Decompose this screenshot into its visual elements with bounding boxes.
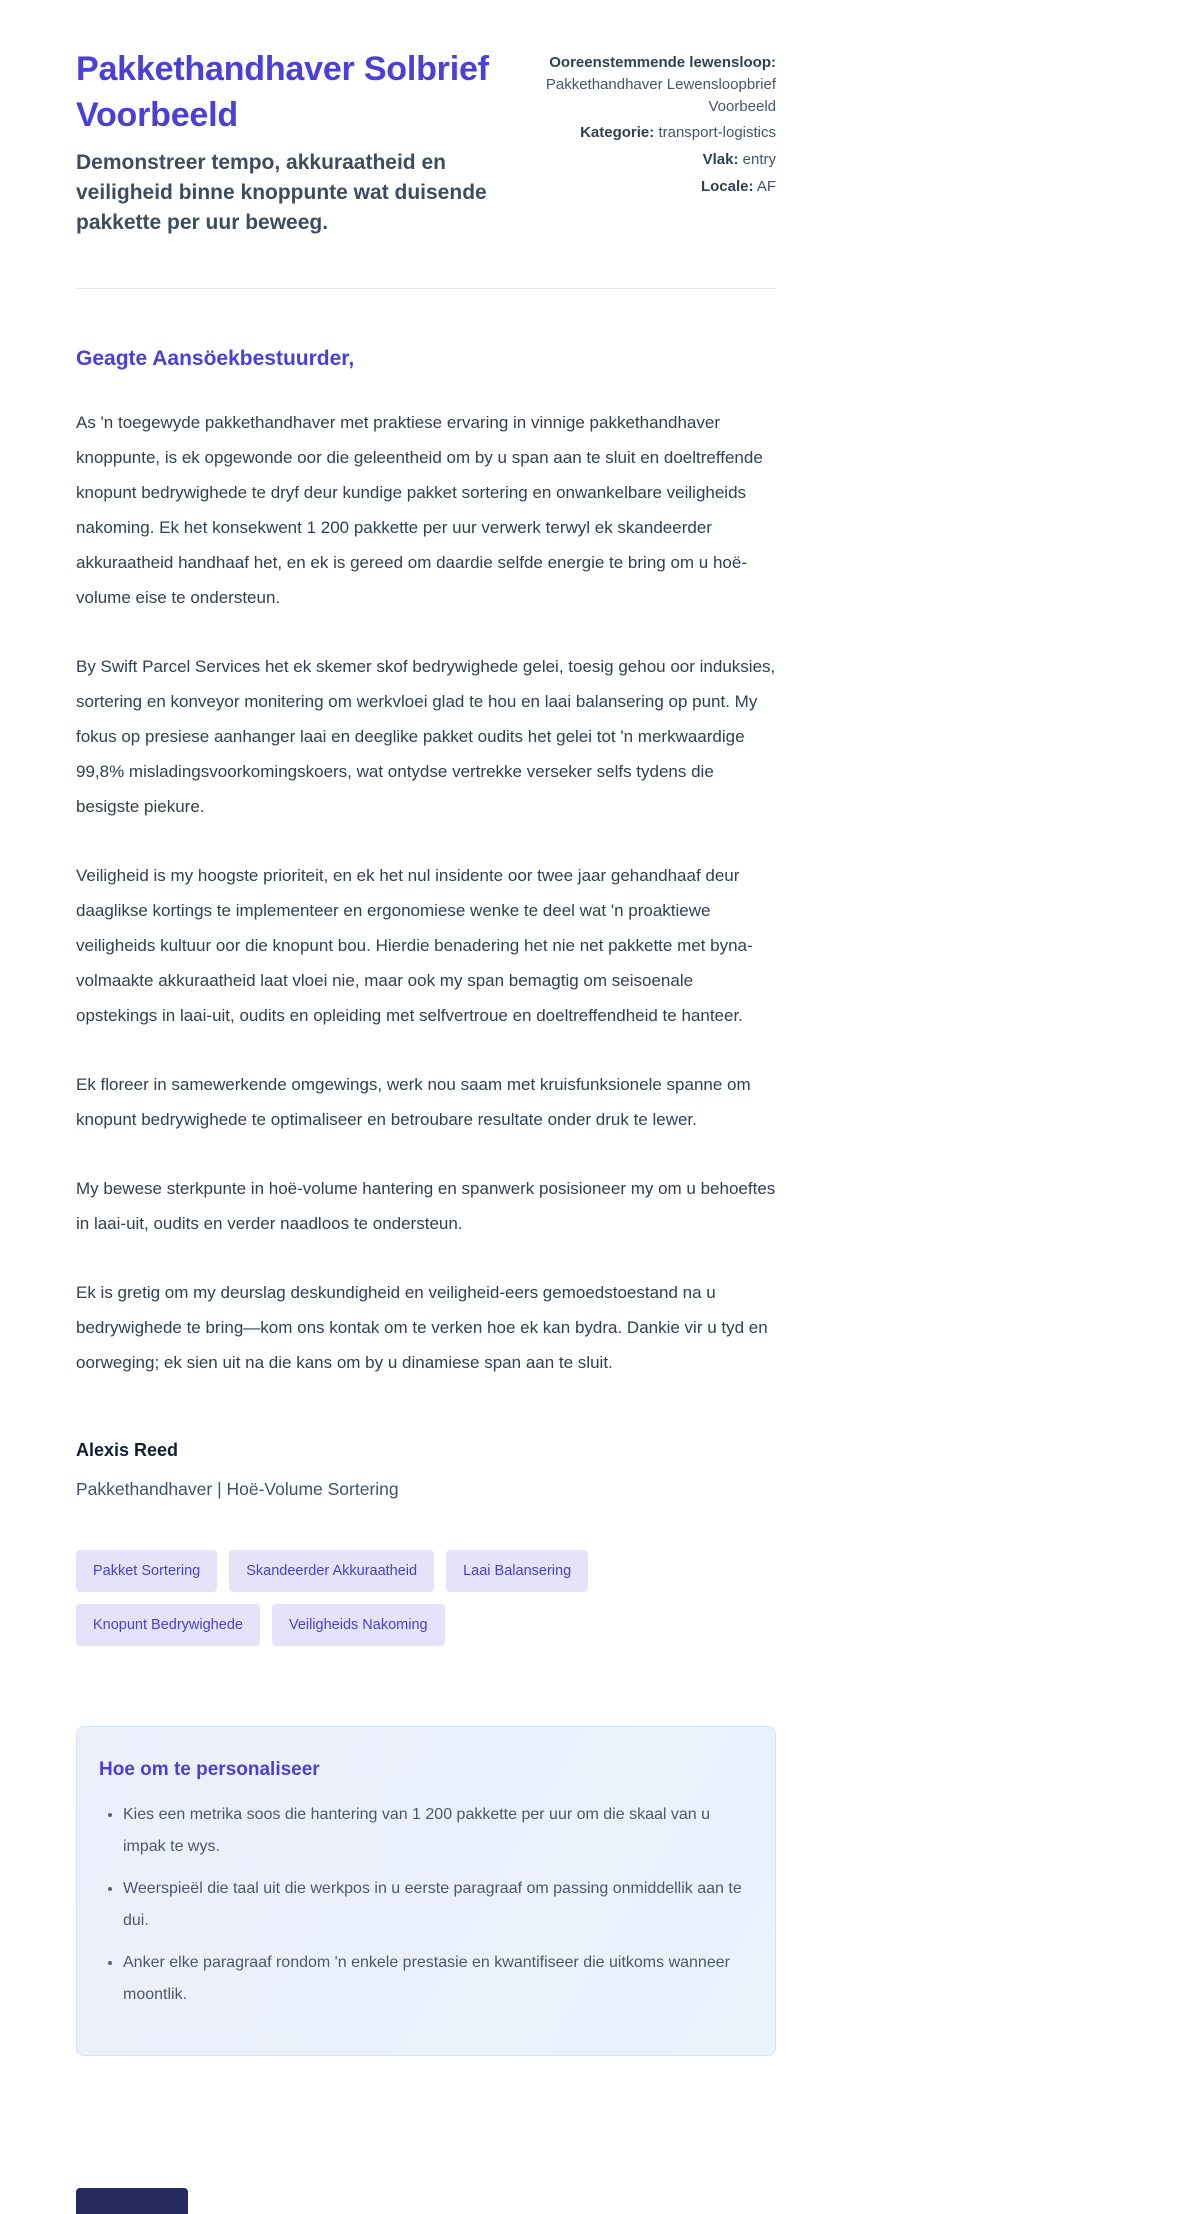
- tips-list: [99, 1799, 751, 2011]
- skill-tags: [76, 1550, 776, 1646]
- skill-tag: Pakket Sortering: [76, 1550, 217, 1592]
- meta-label: Vlak:: [702, 151, 739, 168]
- header-divider: [76, 288, 776, 289]
- letter-paragraph: Ek floreer in samewerkende omgewings, werk nou saam met kruisfunksionele spanne om knopunt bedrywighede te optimaliseer en betroubare resultate onder druk te lewer.: [76, 1075, 751, 1130]
- letter-page: [76, 0, 776, 2056]
- meta-item: [544, 52, 776, 117]
- meta-label: Ooreenstemmende lewensloop:: [549, 54, 776, 71]
- skill-tag: Knopunt Bedrywighede: [76, 1604, 260, 1646]
- letter-paragraph: Ek is gretig om my deurslag deskundigheid en veiligheid-eers gemoedstoestand na u bedrywighede te bring—kom ons kontak om te verken hoe ek kan bydra. Dankie vir u tyd en oorweging; ek sien uit na die kans om by u dinamiese span aan te sluit.: [76, 1283, 768, 1373]
- meta-value: AF: [756, 177, 776, 195]
- meta-label: Kategorie:: [580, 124, 655, 142]
- tip-item: • Anker elke paragraaf rondom 'n enkele prestasie en kwantifiseer die uitkoms wanneer moontlik.: [123, 1947, 751, 2011]
- letter-paragraph: By Swift Parcel Services het ek skemer skof bedrywighede gelei, toesig gehou oor induksies, sortering en konveyor monitering om werkvloei glad te hou en laai balansering op punt. My fokus op presiese aanhanger laai en deeglike pakket oudits het gelei tot 'n merkwaardige 99,8% misladingsvoorkomingskoers, wat ontydse vertrekke verseker selfs tydens die besigste piekure.: [76, 657, 776, 817]
- meta-panel: [544, 52, 776, 203]
- meta-item: [544, 176, 776, 198]
- skill-tag: Skandeerder Akkuraatheid: [229, 1550, 434, 1592]
- letter-paragraph: My bewese sterkpunte in hoë-volume hantering en spanwerk posisioneer my om u behoeftes in laai-uit, oudits en verder naadloos te ondersteun.: [76, 1179, 776, 1234]
- meta-item: [544, 149, 776, 171]
- tips-heading: Hoe om te personaliseer: [99, 1759, 320, 1781]
- letter-body: [76, 347, 776, 2056]
- tip-item: • Kies een metrika soos die hantering van 1 200 pakkette per uur om die skaal van u impak te wys.: [123, 1799, 751, 1863]
- letter-header: [76, 46, 776, 238]
- signature-name: Alexis Reed: [76, 1440, 179, 1461]
- page-subtitle: Demonstreer tempo, akkuraatheid en veiligheid binne knoppunte wat duisende pakkette per uur beweeg.: [76, 151, 487, 235]
- letter-paragraph: As 'n toegewyde pakkethandhaver met praktiese ervaring in vinnige pakkethandhaver knoppunte, is ek opgewonde oor die geleentheid om by u span aan te sluit en doeltreffende knopunt bedrywighede te dryf deur kundige pakket sortering en onwankelbare veiligheids nakoming. Ek het konsekwent 1 200 pakkette per uur verwerk terwyl ek skandeerder akkuraatheid handhaaf het, en ek is gereed om daardie selfde energie te bring om u hoë-volume eise te ondersteun.: [76, 412, 763, 607]
- meta-value: entry: [742, 151, 776, 168]
- meta-item: [544, 122, 776, 144]
- header-title-block: [76, 46, 544, 238]
- letter-paragraph: Veiligheid is my hoogste prioriteit, en ek het nul insidente oor twee jaar gehandhaaf deur daaglikse kortings te implementeer en ergonomiese wenke te deel wat 'n proaktiewe veiligheids kultuur oor die knopunt bou. Hierdie benadering het nie net pakkette met byna-volmaakte akkuraatheid laat vloei nie, maar ook my span bemagtig om seisoenale opstekings in laai-uit, oudits en opleiding met selfvertroue en doeltreffendheid te hanteer.: [76, 866, 753, 1026]
- skill-tag: Veiligheids Nakoming: [272, 1604, 445, 1646]
- letter-paragraphs: [76, 405, 776, 1380]
- meta-value: Pakkethandhaver Lewensloopbrief Voorbeeld: [545, 75, 776, 115]
- signature-block: [76, 1440, 776, 1500]
- page-title: Pakkethandhaver Solbrief Voorbeeld: [76, 50, 489, 135]
- meta-label: Locale:: [700, 177, 754, 195]
- personalize-tips-box: [76, 1726, 776, 2056]
- greeting: Geagte Aansöekbestuurder,: [76, 346, 355, 370]
- signature-role: Pakkethandhaver | Hoë-Volume Sortering: [76, 1479, 399, 1500]
- tip-item: • Weerspieël die taal uit die werkpos in u eerste paragraaf om passing onmiddellik aan te dui.: [123, 1873, 751, 1937]
- meta-value: transport-logistics: [658, 124, 776, 142]
- skill-tag: Laai Balansering: [446, 1550, 588, 1592]
- footer-partial-bar: [76, 2188, 188, 2214]
